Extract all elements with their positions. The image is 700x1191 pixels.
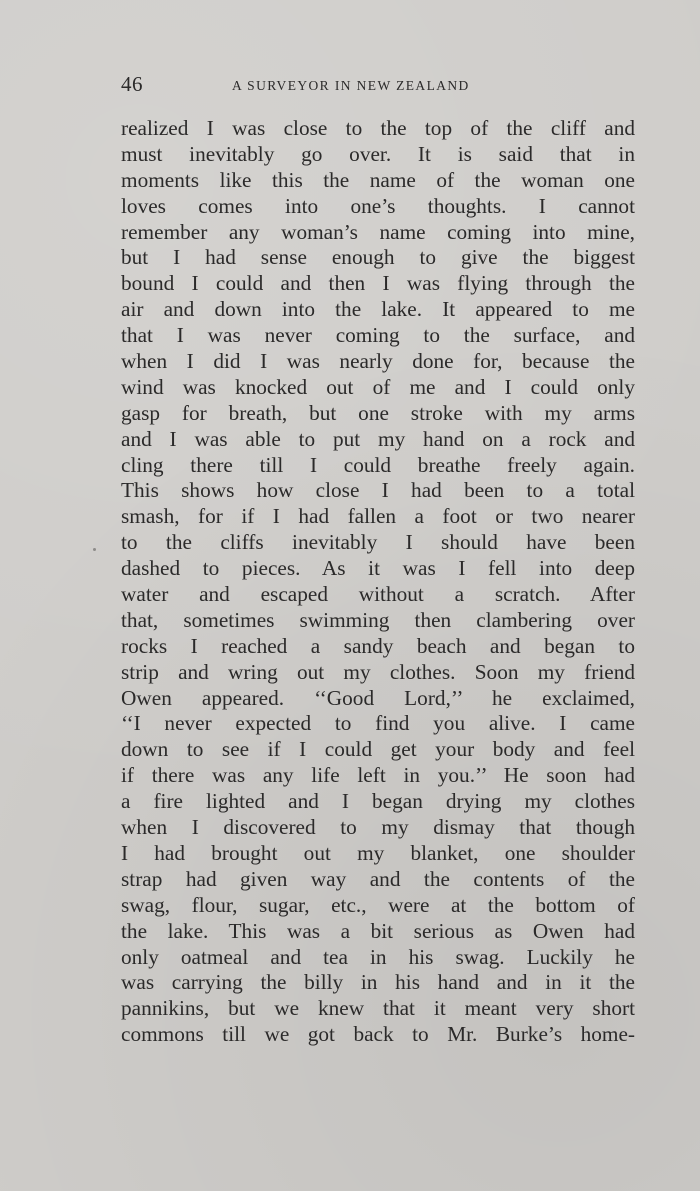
text-line: rocks I reached a sandy beach and began to	[121, 633, 635, 658]
text-line: commons till we got back to Mr. Burke’s home-	[121, 1022, 635, 1047]
page-number: 46	[121, 72, 143, 96]
text-line: that I was never coming to the surface, and	[121, 323, 635, 348]
text-line: when I did I was nearly done for, because the	[121, 349, 635, 374]
text-line: only oatmeal and tea in his swag. Luckily he	[121, 944, 635, 969]
text-line: and I was able to put my hand on a rock and	[121, 426, 635, 451]
text-line: bound I could and then I was flying through the	[121, 271, 635, 296]
text-line: if there was any life left in you.’’ He soon had	[121, 763, 635, 788]
body-text	[121, 116, 635, 1048]
text-line: dashed to pieces. As it was I fell into deep	[121, 556, 635, 581]
text-line: air and down into the lake. It appeared to me	[121, 297, 635, 322]
text-line: swag, flour, sugar, etc., were at the bottom of	[121, 892, 635, 917]
text-line: remember any woman’s name coming into mine,	[121, 219, 635, 244]
text-line: but I had sense enough to give the biggest	[121, 245, 635, 270]
text-line: strap had given way and the contents of the	[121, 866, 635, 891]
text-line: a fire lighted and I began drying my clothes	[121, 789, 635, 814]
text-line: strip and wring out my clothes. Soon my friend	[121, 659, 635, 684]
text-line: Owen appeared. ‘‘Good Lord,’’ he exclaimed,	[121, 685, 635, 710]
text-line: must inevitably go over. It is said that in	[121, 141, 635, 166]
text-line: was carrying the billy in his hand and in it the	[121, 970, 635, 995]
text-line: that, sometimes swimming then clambering over	[121, 607, 635, 632]
text-line: to the cliffs inevitably I should have been	[121, 530, 635, 555]
text-line: ‘‘I never expected to find you alive. I came	[121, 711, 635, 736]
text-line: down to see if I could get your body and feel	[121, 737, 635, 762]
text-line: loves comes into one’s thoughts. I cannot	[121, 193, 635, 218]
text-line: when I discovered to my dismay that though	[121, 815, 635, 840]
text-line: water and escaped without a scratch. After	[121, 582, 635, 607]
text-line: realized I was close to the top of the cliff and	[121, 116, 635, 140]
page-header	[121, 72, 635, 100]
running-head: A SURVEYOR IN NEW ZEALAND	[232, 78, 470, 93]
text-line: I had brought out my blanket, one shoulder	[121, 840, 635, 865]
text-line: moments like this the name of the woman one	[121, 167, 635, 192]
text-line: pannikins, but we knew that it meant very short	[121, 996, 635, 1021]
text-line: gasp for breath, but one stroke with my arms	[121, 400, 635, 425]
text-line: smash, for if I had fallen a foot or two nearer	[121, 504, 635, 529]
text-line: This shows how close I had been to a total	[121, 478, 635, 503]
text-line: wind was knocked out of me and I could only	[121, 374, 635, 399]
margin-speck	[93, 548, 96, 551]
text-line: the lake. This was a bit serious as Owen had	[121, 918, 635, 943]
text-line: cling there till I could breathe freely again.	[121, 452, 635, 477]
